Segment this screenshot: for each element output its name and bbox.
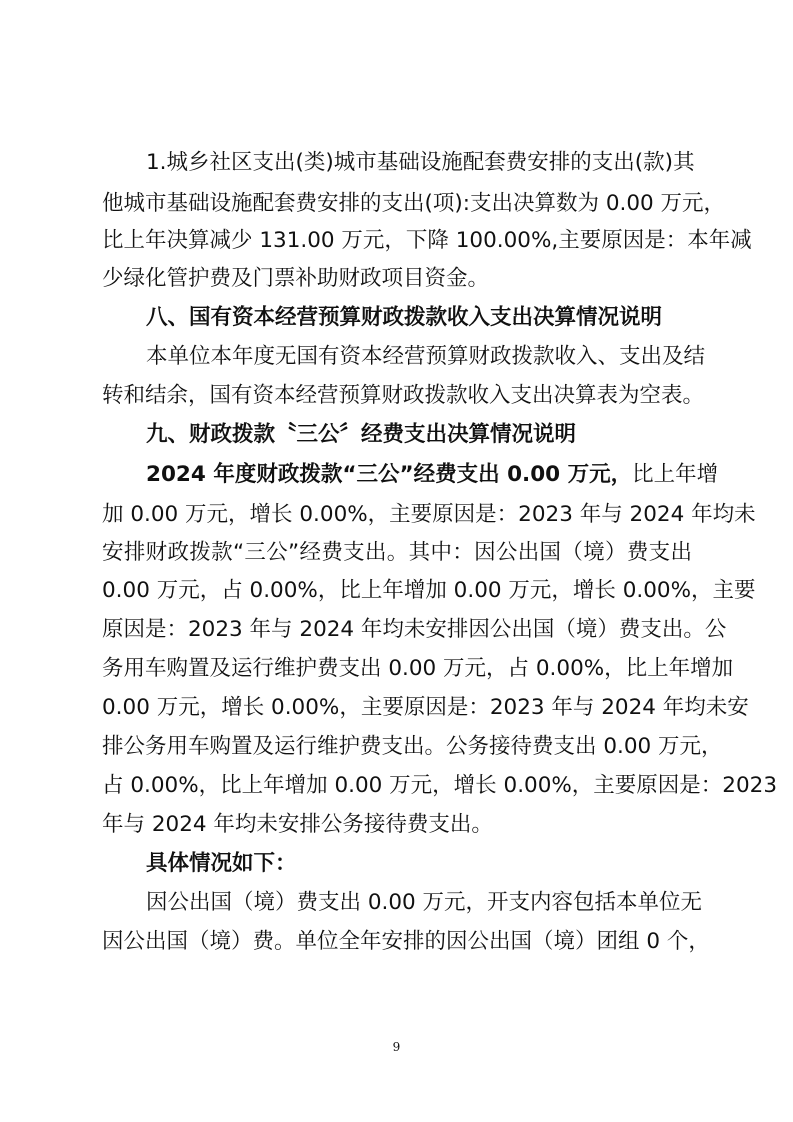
bold-lead-text: 2024 年度财政拨款“三公”经费支出 0.00 万元，: [146, 462, 633, 487]
paragraph-line: 少绿化管护费及门票补助财政项目资金。: [102, 266, 490, 291]
paragraph-line: 原因是：2023 年与 2024 年均未安排因公出国（境）费支出。公: [102, 617, 727, 642]
paragraph-line: 他城市基础设施配套费安排的支出(项):支出决算数为 0.00 万元，: [102, 191, 726, 216]
details-heading: 具体情况如下：: [146, 851, 297, 876]
section-heading-8: 八、国有资本经营预算财政拨款收入支出决算情况说明: [146, 305, 663, 330]
page-number: 9: [392, 1040, 401, 1054]
lead-rest-text: 比上年增: [632, 462, 719, 487]
paragraph-line: 年与 2024 年均未安排公务接待费支出。: [102, 812, 493, 837]
section-heading-9: 九、财政拨款〝三公〞经费支出决算情况说明: [146, 422, 577, 447]
paragraph-line: [146, 462, 719, 488]
paragraph-line: 占 0.00%，比上年增加 0.00 万元，增长 0.00%，主要原因是：2023: [102, 773, 778, 798]
paragraph-line: 因公出国（境）费。单位全年安排的因公出国（境）团组 0 个，: [102, 929, 710, 954]
paragraph-line: 因公出国（境）费支出 0.00 万元，开支内容包括本单位无: [146, 890, 703, 915]
paragraph-line: 安排财政拨款“三公”经费支出。其中：因公出国（境）费支出: [102, 540, 692, 565]
paragraph-line: 加 0.00 万元，增长 0.00%，主要原因是：2023 年与 2024 年均未: [102, 502, 756, 527]
paragraph-line: 务用车购置及运行维护费支出 0.00 万元，占 0.00%，比上年增加: [102, 656, 734, 681]
paragraph-line: 本单位本年度无国有资本经营预算财政拨款收入、支出及结: [146, 344, 706, 369]
paragraph-line: 0.00 万元，增长 0.00%，主要原因是：2023 年与 2024 年均未安: [102, 695, 749, 720]
paragraph-line: 0.00 万元，占 0.00%，比上年增加 0.00 万元，增长 0.00%，主要: [102, 578, 756, 603]
paragraph-line: 1.城乡社区支出(类)城市基础设施配套费安排的支出(款)其: [146, 150, 695, 175]
paragraph-line: 转和结余，国有资本经营预算财政拨款收入支出决算表为空表。: [102, 383, 705, 408]
paragraph-line: 比上年决算减少 131.00 万元，下降 100.00%,主要原因是：本年减: [102, 228, 752, 253]
paragraph-line: 排公务用车购置及运行维护费支出。公务接待费支出 0.00 万元，: [102, 734, 723, 759]
